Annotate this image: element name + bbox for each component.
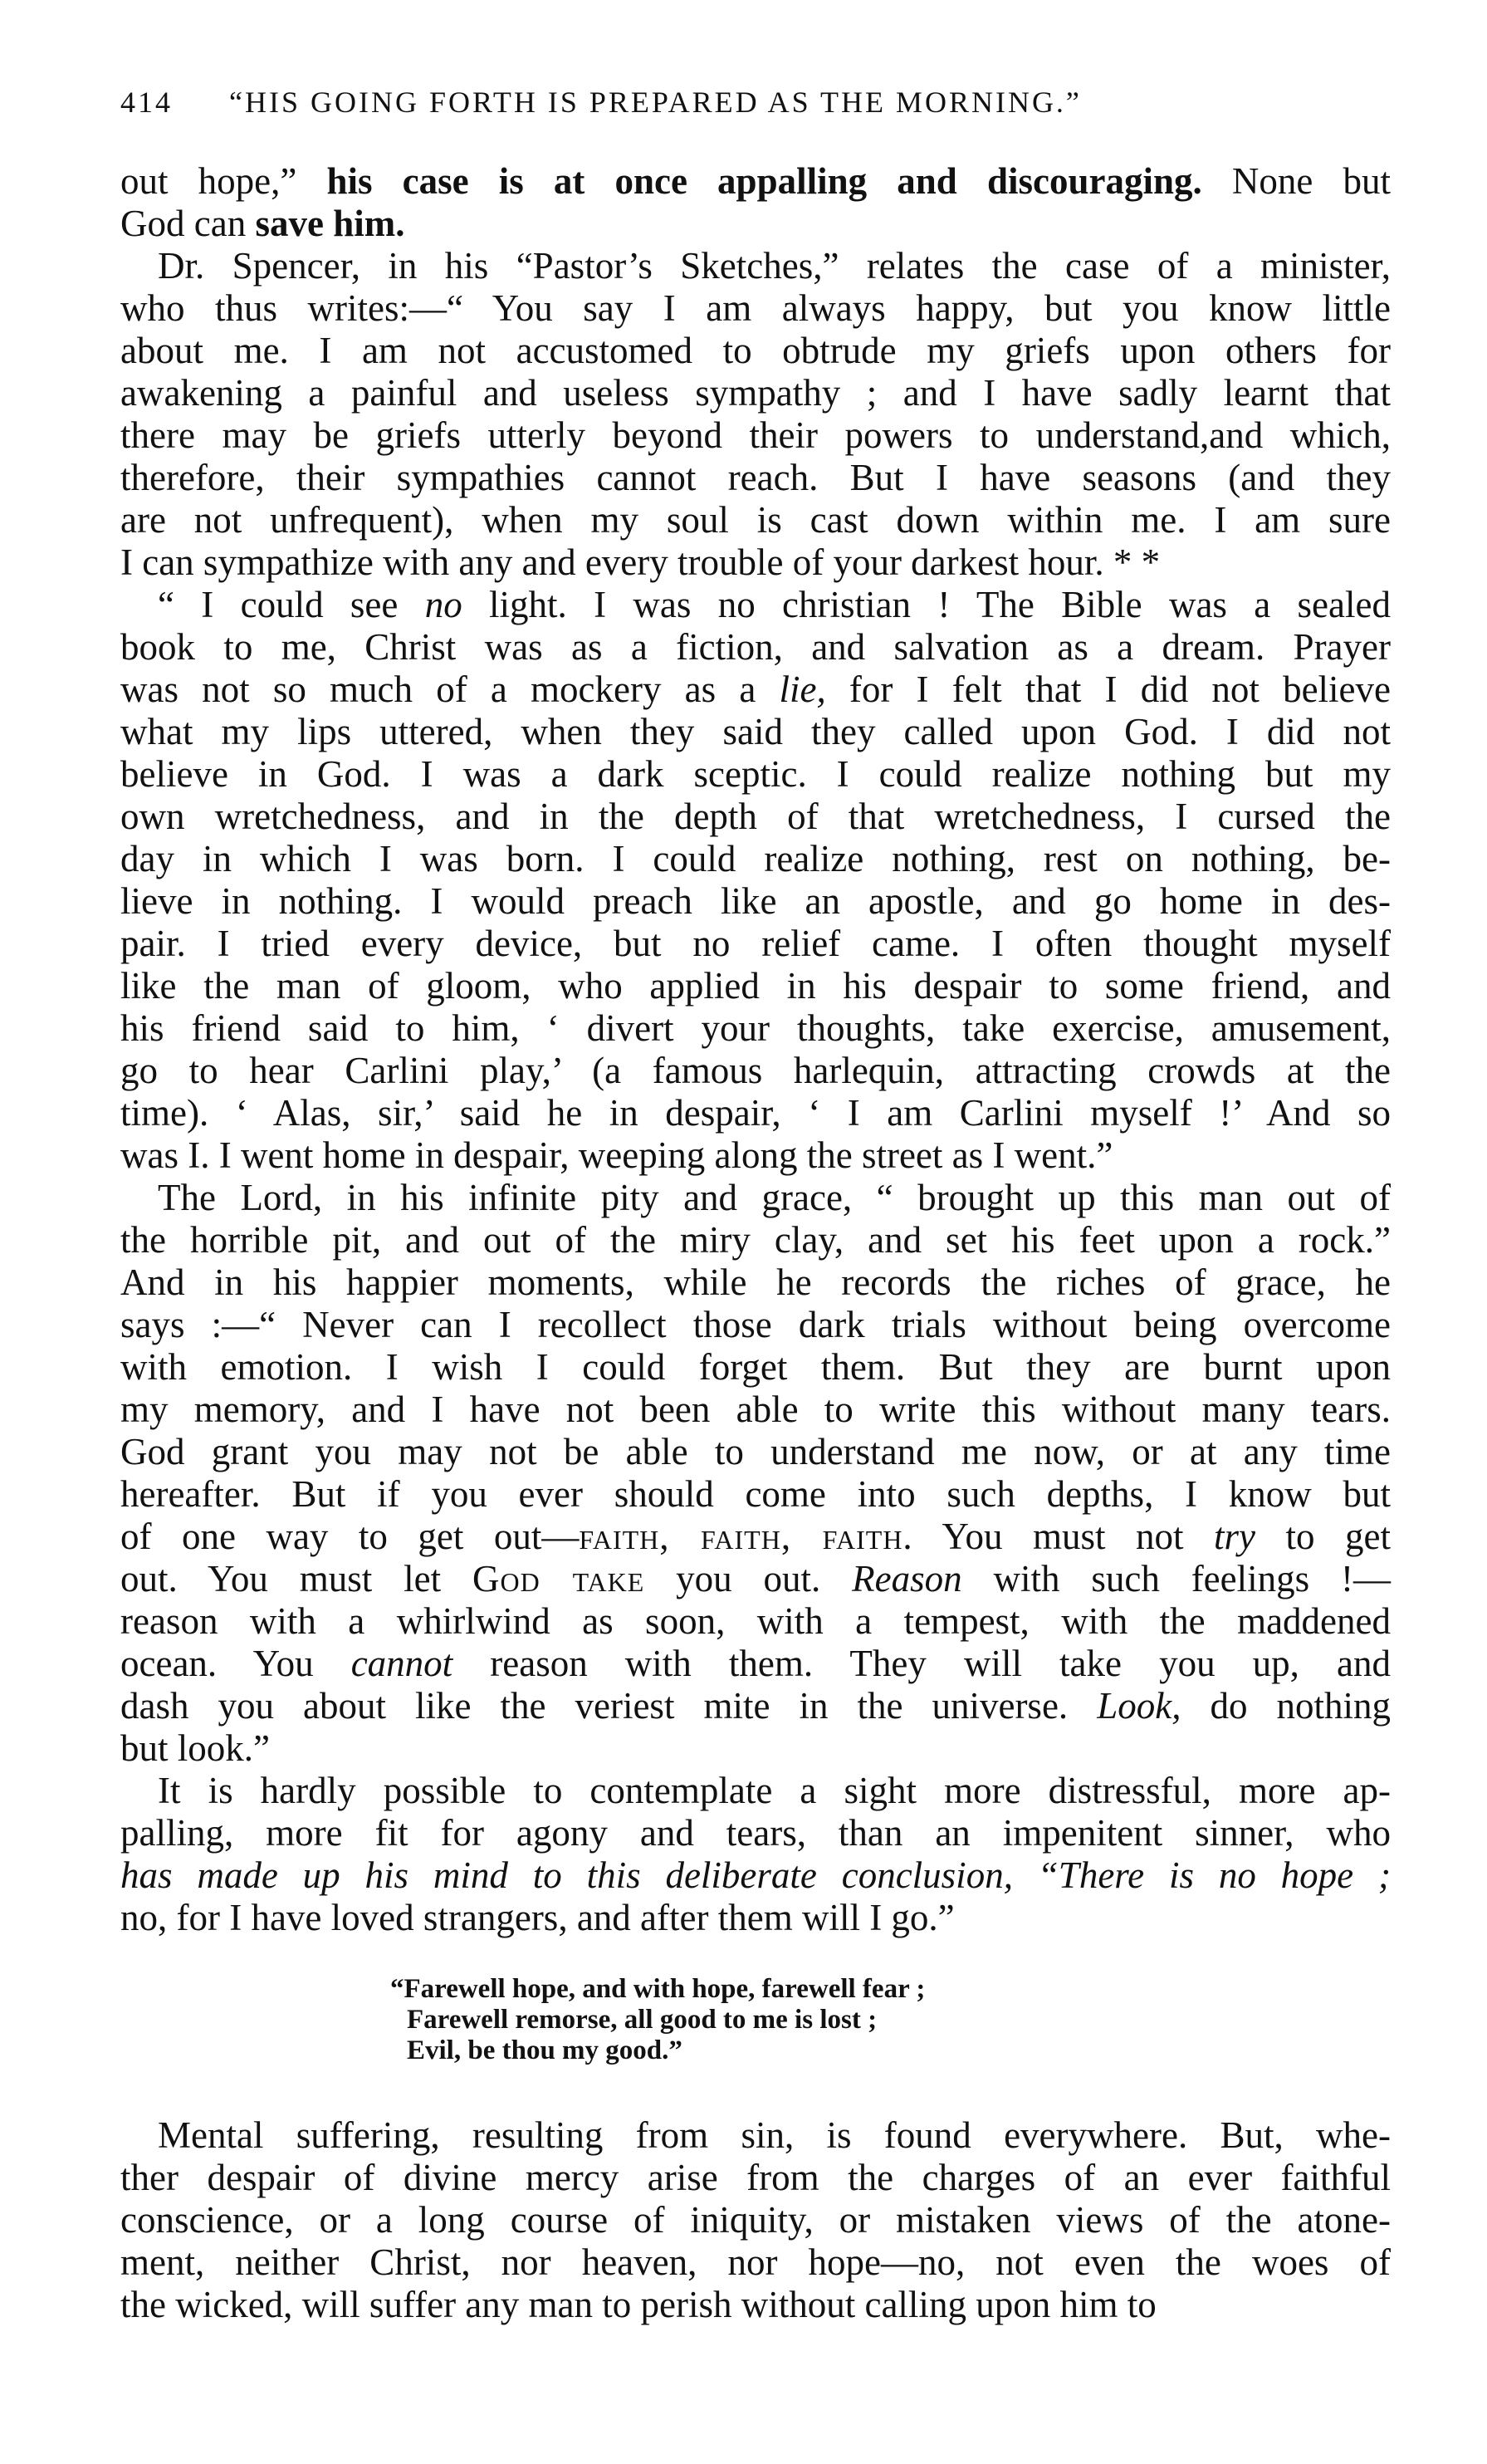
text-line xyxy=(120,1134,1391,1177)
text-run: faith, faith, faith. xyxy=(579,1516,913,1557)
text-run: hereafter. But if you ever should come into such depths, I know but xyxy=(120,1473,1391,1515)
paragraph xyxy=(120,245,1391,584)
text-line xyxy=(120,1431,1391,1473)
text-run: cannot xyxy=(350,1643,453,1684)
text-run: Reason xyxy=(852,1558,962,1599)
text-line xyxy=(120,584,1391,626)
text-run: Look, xyxy=(1097,1685,1181,1727)
paragraph xyxy=(120,584,1391,1177)
text-line xyxy=(120,372,1391,414)
text-run: do nothing xyxy=(1181,1685,1391,1727)
text-line xyxy=(120,1261,1391,1304)
book-page xyxy=(120,87,1391,2326)
text-line xyxy=(120,1389,1391,1431)
text-run: You must not xyxy=(912,1516,1215,1557)
text-run: of one way to get out— xyxy=(120,1516,580,1557)
text-line xyxy=(120,1643,1391,1685)
text-line xyxy=(120,160,1391,203)
text-run: believe in God. I was a dark sceptic. I could realize nothing but my xyxy=(120,753,1391,795)
text-run: his case is at once appalling and discouraging. xyxy=(326,160,1202,202)
text-run: you out. xyxy=(644,1558,853,1599)
text-run: ther despair of divine mercy arise from the charges of an ever faithful xyxy=(120,2157,1391,2198)
text-line xyxy=(120,796,1391,838)
text-run: Mental suffering, resulting from sin, is found everywhere. But, whe- xyxy=(158,2114,1391,2156)
text-run: was not so much of a mockery as a xyxy=(120,669,780,710)
text-run: was I. I went home in despair, weeping along the street as I went.” xyxy=(120,1134,1113,1176)
text-line xyxy=(120,965,1391,1007)
text-line xyxy=(120,1558,1391,1600)
text-line xyxy=(120,626,1391,669)
text-run: ment, neither Christ, nor heaven, nor hope—no, not even the woes of xyxy=(120,2241,1391,2283)
text-run: own wretchedness, and in the depth of that wretchedness, I cursed the xyxy=(120,796,1391,837)
text-run: with such feelings !— xyxy=(961,1558,1391,1599)
text-line xyxy=(120,414,1391,457)
text-line xyxy=(120,1770,1391,1812)
text-run: no, for I have loved strangers, and after them will I go.” xyxy=(120,1897,955,1938)
text-run: palling, more fit for agony and tears, than an impenitent sinner, who xyxy=(120,1812,1391,1854)
text-run: about me. I am not accustomed to obtrude my griefs upon others for xyxy=(120,330,1391,371)
text-run: dash you about like the veriest mite in the universe. xyxy=(120,1685,1098,1727)
text-run: his friend said to him, ‘ divert your thoughts, take exercise, amusement, xyxy=(120,1007,1391,1049)
text-run: awakening a painful and useless sympathy ; and I have sadly learnt that xyxy=(120,372,1391,414)
text-run: conscience, or a long course of iniquity, or mistaken views of the atone- xyxy=(120,2199,1391,2241)
text-run: The Lord, in his infinite pity and grace, “ brought up this man out of xyxy=(158,1177,1391,1218)
text-line xyxy=(120,1092,1391,1134)
paragraph xyxy=(120,1177,1391,1770)
text-run: And in his happier moments, while he records the riches of grace, he xyxy=(120,1261,1391,1303)
text-line xyxy=(120,1600,1391,1643)
text-run: ocean. You xyxy=(120,1643,351,1684)
text-line xyxy=(120,1007,1391,1050)
text-line xyxy=(120,1727,1391,1770)
text-line xyxy=(120,711,1391,753)
text-run: lieve in nothing. I would preach like an apostle, and go home in des- xyxy=(120,880,1391,922)
text-run: with emotion. I wish I could forget them. But they are burnt upon xyxy=(120,1346,1391,1388)
paragraph xyxy=(120,1770,1391,1939)
text-line xyxy=(120,1897,1391,1939)
text-line xyxy=(120,923,1391,965)
text-line xyxy=(120,330,1391,372)
text-run: there may be griefs utterly beyond their powers to understand,and which, xyxy=(120,414,1391,456)
text-line xyxy=(120,1346,1391,1389)
text-run: “ I could see xyxy=(158,584,425,625)
text-run: book to me, Christ was as a fiction, and salvation as a dream. Prayer xyxy=(120,626,1391,668)
text-line xyxy=(120,2114,1391,2157)
text-line xyxy=(120,1685,1391,1727)
text-line xyxy=(120,1812,1391,1854)
text-line xyxy=(120,1050,1391,1092)
text-run: out hope,” xyxy=(120,160,327,202)
text-run: God grant you may not be able to understand me now, or at any time xyxy=(120,1431,1391,1472)
verse-line: Farewell remorse, all good to me is lost ; xyxy=(407,2005,878,2035)
text-line xyxy=(120,753,1391,796)
text-line xyxy=(120,1177,1391,1219)
text-run: has made up his mind to this deliberate conclusion, “There is no hope ; xyxy=(120,1854,1391,1896)
text-line xyxy=(120,1473,1391,1516)
text-run: pair. I tried every device, but no relief came. I often thought myself xyxy=(120,923,1391,964)
text-run: to get xyxy=(1255,1516,1392,1557)
text-line xyxy=(120,2157,1391,2199)
text-run: but look.” xyxy=(120,1727,270,1769)
text-run: time). ‘ Alas, sir,’ said he in despair, ‘ I am Carlini myself !’ And so xyxy=(120,1092,1391,1134)
closing-paragraph xyxy=(120,2114,1391,2326)
text-line xyxy=(120,457,1391,499)
verse-line: Evil, be thou my good.” xyxy=(407,2035,682,2065)
text-run: light. I was no christian ! The Bible was a sealed xyxy=(462,584,1391,625)
text-run: try xyxy=(1214,1516,1256,1557)
text-run: Dr. Spencer, in his “Pastor’s Sketches,” relates the case of a minister, xyxy=(158,245,1391,287)
text-run: It is hardly possible to contemplate a sight more distressful, more ap- xyxy=(158,1770,1391,1811)
paragraph xyxy=(120,160,1391,245)
text-run: reason with a whirlwind as soon, with a tempest, with the maddened xyxy=(120,1600,1391,1642)
text-line xyxy=(120,1304,1391,1346)
running-head-title: “HIS GOING FORTH IS PREPARED AS THE MORNING.” xyxy=(229,86,1082,119)
running-head xyxy=(120,87,1391,117)
text-run: out. You must let xyxy=(120,1558,472,1599)
text-run: says :—“ Never can I recollect those dark trials without being overcome xyxy=(120,1304,1391,1345)
text-run: save him. xyxy=(255,203,405,244)
text-line xyxy=(120,499,1391,541)
text-run: therefore, their sympathies cannot reach. But I have seasons (and they xyxy=(120,457,1391,498)
text-line xyxy=(120,1219,1391,1261)
text-line xyxy=(120,1854,1391,1897)
text-run: are not unfrequent), when my soul is cast down within me. I am sure xyxy=(120,499,1391,541)
text-run: what my lips uttered, when they said they called upon God. I did not xyxy=(120,711,1391,752)
text-line xyxy=(120,1516,1391,1558)
text-line xyxy=(120,2241,1391,2284)
text-line xyxy=(120,2199,1391,2241)
text-line xyxy=(120,2284,1391,2326)
text-run: God take xyxy=(472,1558,645,1599)
text-line xyxy=(120,669,1391,711)
page-number: 414 xyxy=(120,86,173,119)
text-run: reason with them. They will take you up, and xyxy=(452,1643,1392,1684)
text-line xyxy=(120,541,1391,584)
text-run: the horrible pit, and out of the miry clay, and set his feet upon a rock.” xyxy=(120,1219,1391,1261)
text-run: the wicked, will suffer any man to perish without calling upon him to xyxy=(120,2284,1157,2325)
text-run: my memory, and I have not been able to write this without many tears. xyxy=(120,1389,1391,1430)
text-run: God can xyxy=(120,203,256,244)
text-run: I can sympathize with any and every trouble of your darkest hour. * * xyxy=(120,541,1161,583)
text-run: lie, xyxy=(779,669,826,710)
text-run: who thus writes:—“ You say I am always happy, but you know little xyxy=(120,287,1391,329)
text-line xyxy=(120,838,1391,880)
verse-line: “Farewell hope, and with hope, farewell fear ; xyxy=(390,1974,926,2004)
body-text xyxy=(120,160,1391,1939)
paragraph xyxy=(120,2114,1391,2326)
text-run: no xyxy=(424,584,462,625)
text-run: like the man of gloom, who applied in his despair to some friend, and xyxy=(120,965,1391,1007)
text-run: day in which I was born. I could realize nothing, rest on nothing, be- xyxy=(120,838,1391,879)
text-run: for I felt that I did not believe xyxy=(825,669,1392,710)
text-run: go to hear Carlini play,’ (a famous harlequin, attracting crowds at the xyxy=(120,1050,1391,1091)
text-line xyxy=(120,880,1391,923)
text-run: None but xyxy=(1201,160,1391,202)
text-line xyxy=(120,287,1391,330)
text-line xyxy=(120,203,1391,245)
verse-quotation xyxy=(120,1974,1391,2066)
text-line xyxy=(120,245,1391,287)
